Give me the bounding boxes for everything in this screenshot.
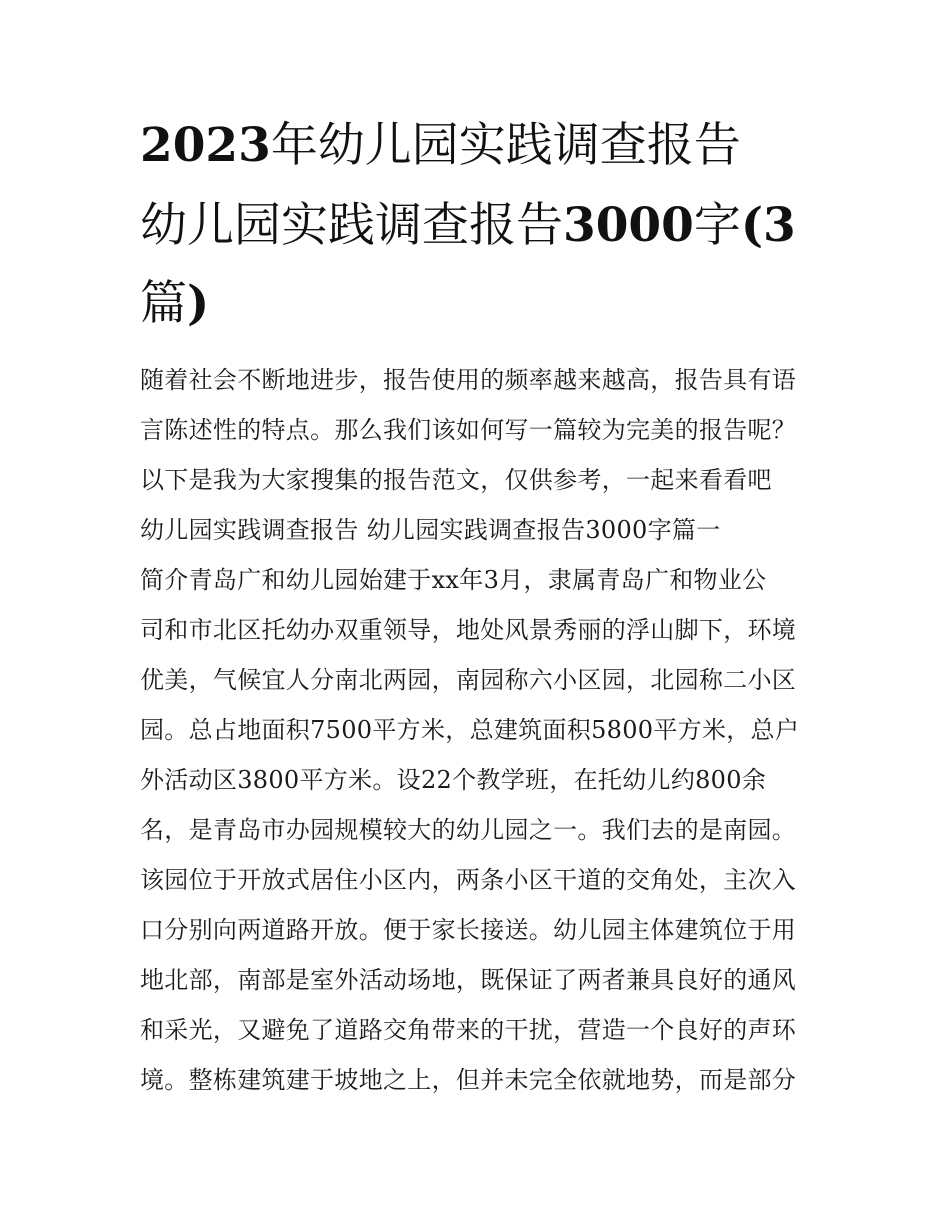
title-line-1-visible: 2023年幼儿园实践调查报告 xyxy=(140,118,741,173)
body-line: 地北部，南部是室外活动场地，既保证了两者兼具良好的通风 xyxy=(140,966,797,994)
body-line: 和采光，又避免了道路交角带来的干扰，营造一个良好的声环 xyxy=(140,1016,797,1044)
body-line: 随着社会不断地进步，报告使用的频率越来越高，报告具有语 xyxy=(140,366,797,394)
body-line: 口分别向两道路开放。便于家长接送。幼儿园主体建筑位于用 xyxy=(140,916,797,944)
body-line: 优美，气候宜人分南北两园，南园称六小区园，北园称二小区 xyxy=(140,666,797,694)
title-line-3: 篇) xyxy=(140,276,210,331)
body-line: 司和市北区托幼办双重领导，地处风景秀丽的浮山脚下，环境 xyxy=(140,616,797,644)
body-line: 该园位于开放式居住小区内，两条小区干道的交角处，主次入 xyxy=(140,866,797,894)
body-line: 简介青岛广和幼儿园始建于xx年3月，隶属青岛广和物业公 xyxy=(140,566,767,594)
body-line: 幼儿园实践调查报告 幼儿园实践调查报告3000字篇一 xyxy=(140,516,721,544)
title-line-1 xyxy=(140,118,820,174)
body-line: 言陈述性的特点。那么我们该如何写一篇较为完美的报告呢？ xyxy=(140,416,797,444)
body-line: 外活动区3800平方米。设22个教学班，在托幼儿约800余 xyxy=(140,766,767,794)
body-line: 以下是我为大家搜集的报告范文，仅供参考，一起来看看吧 xyxy=(140,466,772,494)
body-line: 境。整栋建筑建于坡地之上，但并未完全依就地势，而是部分 xyxy=(140,1066,797,1094)
title-line-2: 幼儿园实践调查报告3000字(3 xyxy=(140,198,796,253)
body-line: 园。总占地面积7500平方米，总建筑面积5800平方米，总户 xyxy=(140,716,800,744)
body-line: 名，是青岛市办园规模较大的幼儿园之一。我们去的是南园。 xyxy=(140,816,797,844)
